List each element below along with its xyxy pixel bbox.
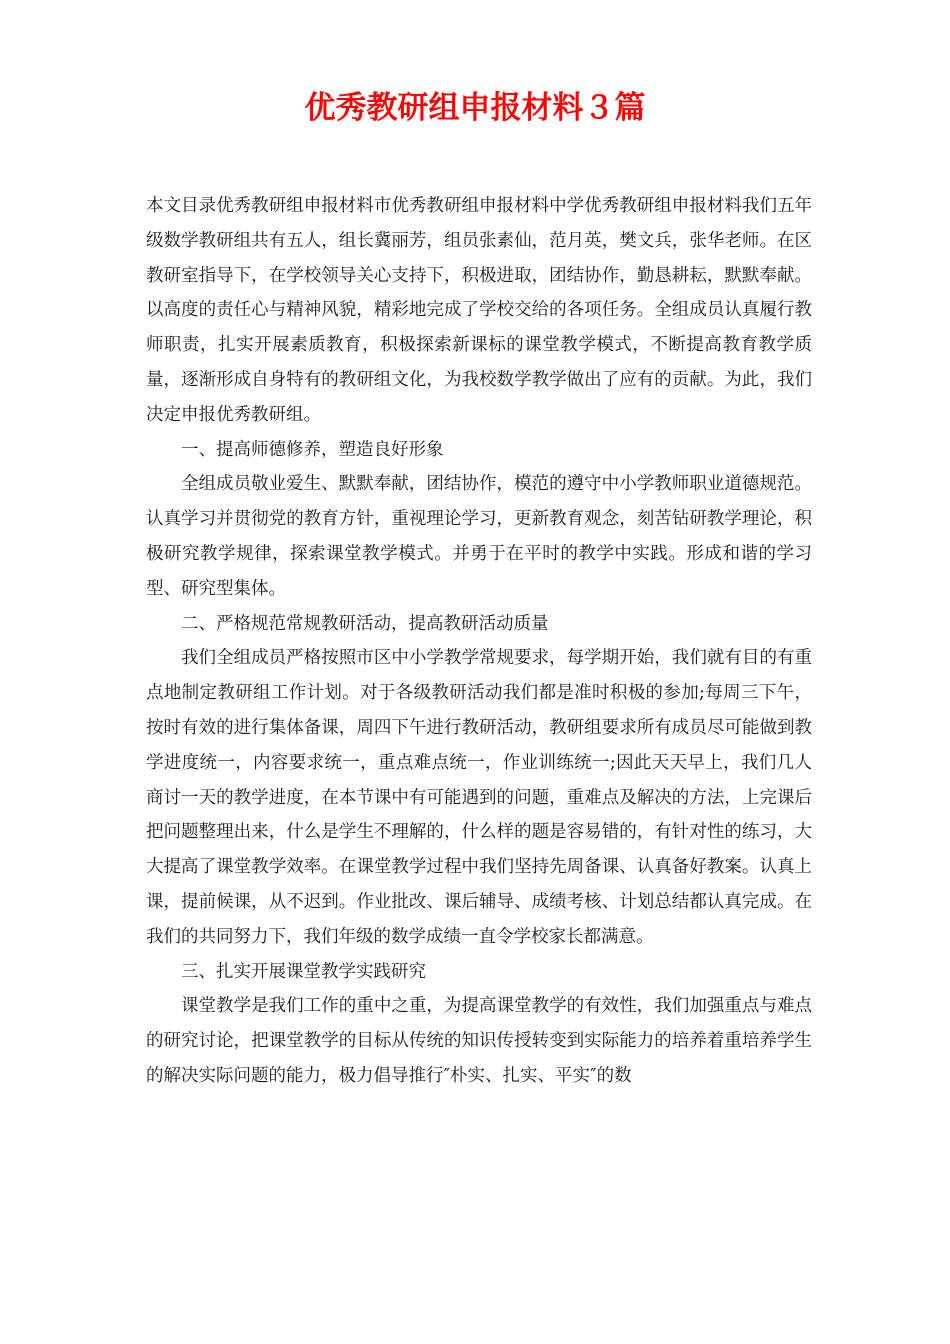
body-paragraph: 三、扎实开展课堂教学实践研究 — [181, 961, 426, 982]
body-paragraph: 我们全组成员严格按照市区中小学教学常规要求，每学期开始，我们就有目的有重点地制定教研组工作计划。对于各级教研活动我们都是准时积极的参加;每周三下午，按时有效的进行集体备课，周四下午进行教研活动，教研组要求所有成员尽可能做到教学进度统一，内容要求统一，重点难点统一，作业训练统一;因此天天早上，我们几人商讨一天的教学进度，在本节课中有可能遇到的问题，重难点及解决的方法，上完课后把问题整理出来，什么是学生不理解的，什么样的题是容易错的，有针对性的练习，大大提高了课堂教学效率。在课堂教学过程中我们坚持先周备课、认真备好教案。认真上课，提前候课，从不迟到。作业批改、课后辅导、成绩考核、计划总结都认真完成。在我们的共同努力下，我们年级的数学成绩一直令学校家长都满意。 — [146, 648, 812, 947]
document-body — [146, 189, 812, 1094]
body-paragraph: 一、提高师德修养，塑造良好形象 — [181, 439, 444, 460]
body-paragraph: 课堂教学是我们工作的重中之重，为提高课堂教学的有效性，我们加强重点与难点的研究讨论，把课堂教学的目标从传统的知识传授转变到实际能力的培养着重培养学生的解决实际问题的能力，极力倡导推行″朴实、扎实、平实″的数 — [146, 996, 812, 1086]
body-paragraph: 本文目录优秀教研组申报材料市优秀教研组申报材料中学优秀教研组申报材料我们五年级数学教研组共有五人，组长冀丽芳，组员张素仙，范月英，樊文兵，张华老师。在区教研室指导下，在学校领导关心支持下，积极进取，团结协作，勤恳耕耘，默默奉献。以高度的责任心与精神风貌，精彩地完成了学校交给的各项任务。全组成员认真履行教师职责，扎实开展素质教育，积极探索新课标的课堂教学模式，不断提高教育教学质量，逐渐形成自身特有的教研组文化，为我校数学教学做出了应有的贡献。为此，我们决定申报优秀教研组。 — [146, 196, 812, 425]
document-title: 优秀教研组申报材料３篇 — [304, 90, 646, 126]
body-paragraph: 全组成员敬业爱生、默默奉献，团结协作，模范的遵守中小学教师职业道德规范。认真学习并贯彻党的教育方针，重视理论学习，更新教育观念，刻苦钻研教学理论，积极研究教学规律，探索课堂教学模式。并勇于在平时的教学中实践。形成和谐的学习型、研究型集体。 — [146, 474, 812, 599]
body-paragraph: 二、严格规范常规教研活动，提高教研活动质量 — [181, 613, 549, 634]
